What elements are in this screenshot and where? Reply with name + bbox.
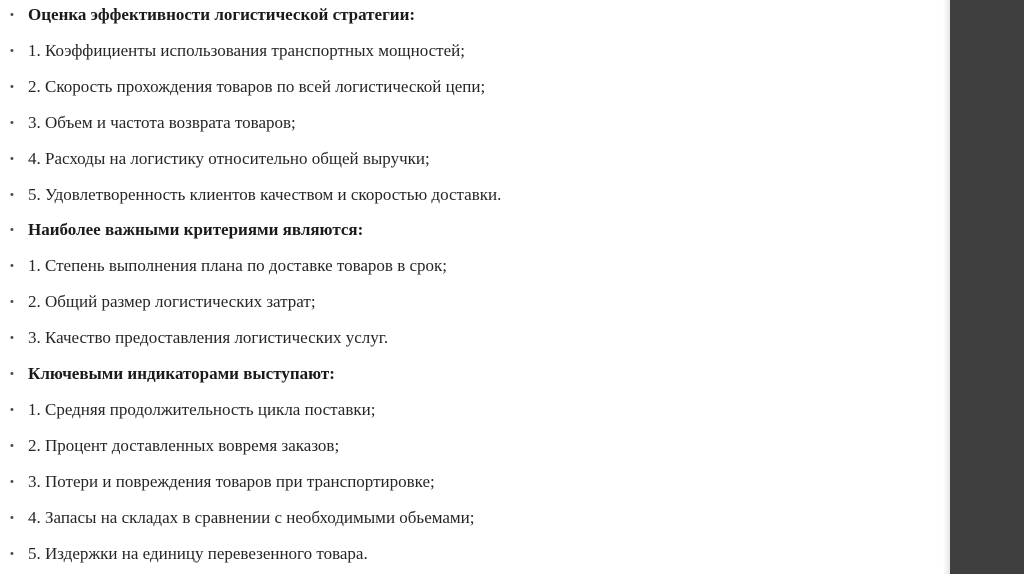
bullet-icon: • <box>10 332 14 345</box>
list-item-text: 2. Процент доставленных вовремя заказов; <box>28 435 340 455</box>
bullet-icon: • <box>10 152 14 165</box>
list-item-text: 5. Издержки на единицу перевезенного товара. <box>28 543 368 563</box>
bullet-icon: • <box>10 368 14 380</box>
side-panel <box>950 0 1024 574</box>
list-item-text: 5. Удовлетворенность клиентов качеством и скоростью доставки. <box>28 184 502 204</box>
bullet-icon: • <box>10 116 14 129</box>
bullet-icon: • <box>10 80 14 93</box>
list-item-text: 3. Потери и повреждения товаров при транспортировке; <box>28 471 435 491</box>
bullet-icon: • <box>10 403 14 416</box>
section-heading-text: Оценка эффективности логистической стратегии: <box>28 5 416 24</box>
list-item-text: 1. Степень выполнения плана по доставке товаров в срок; <box>28 256 448 276</box>
bullet-icon: • <box>10 475 14 488</box>
list-item-text: 3. Качество предоставления логистических услуг. <box>28 328 389 348</box>
bullet-icon: • <box>10 260 14 273</box>
list-item-text: 4. Запасы на складах в сравнении с необходимыми обьемами; <box>28 507 475 527</box>
list-item-text: 3. Объем и частота возврата товаров; <box>28 112 296 132</box>
list-item-text: 2. Общий размер логистических затрат; <box>28 292 316 312</box>
bullet-icon: • <box>10 44 14 57</box>
bullet-icon: • <box>10 547 14 560</box>
bullet-icon: • <box>10 511 14 524</box>
section-heading-text: Наиболее важными критериями являются: <box>28 220 364 240</box>
panel-divider <box>943 0 950 574</box>
bullet-icon: • <box>10 296 14 309</box>
bullet-icon: • <box>10 439 14 452</box>
list-item-text: 4. Расходы на логистику относительно общей выручки; <box>28 148 430 168</box>
bullet-icon: • <box>10 188 14 201</box>
section-heading-text: Ключевыми индикаторами выступают: <box>28 364 335 383</box>
bullet-icon: • <box>10 224 14 237</box>
bullet-icon: • <box>10 9 14 21</box>
list-item-text: 1. Средняя продолжительность цикла поставки; <box>28 399 376 419</box>
list-item-text: 1. Коэффициенты использования транспортных мощностей; <box>28 40 465 60</box>
list-item-text: 2. Скорость прохождения товаров по всей логистической цепи; <box>28 76 486 96</box>
